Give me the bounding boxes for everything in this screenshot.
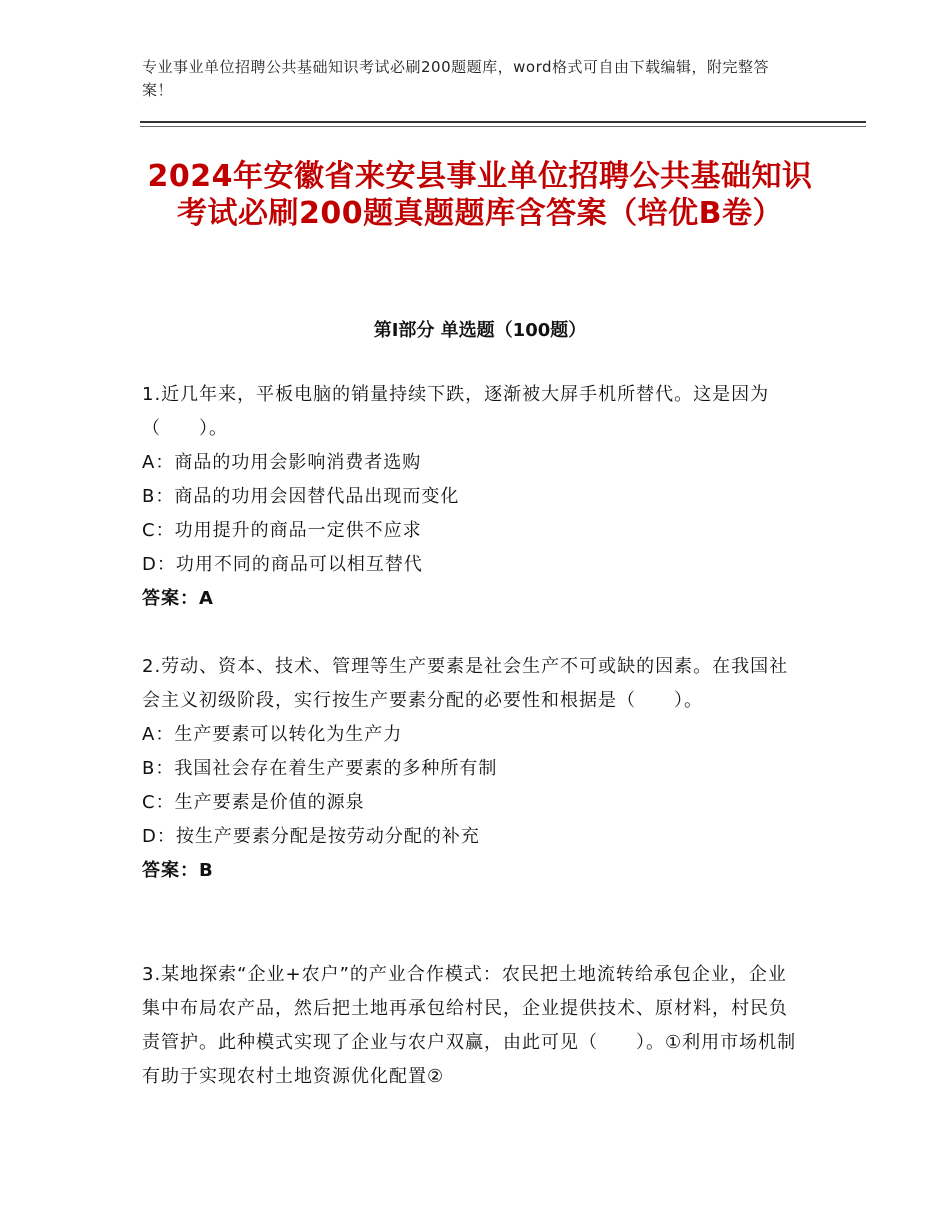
- option-b: B：我国社会存在着生产要素的多种所有制: [142, 758, 498, 779]
- header-note: 专业事业单位招聘公共基础知识考试必刷200题题库，word格式可自由下载编辑，附完整答案！: [142, 58, 770, 99]
- header-divider-thin: [140, 126, 866, 127]
- question-1: [142, 378, 802, 616]
- option-c: C：生产要素是价值的源泉: [142, 792, 365, 813]
- option-c: C：功用提升的商品一定供不应求: [142, 520, 422, 541]
- section-heading: 第I部分 单选题（100题）: [373, 320, 587, 341]
- option-d: D：按生产要素分配是按劳动分配的补充: [142, 826, 480, 847]
- header-divider: [140, 121, 866, 123]
- option-a: A：商品的功用会影响消费者选购: [142, 452, 422, 473]
- question-2: [142, 650, 802, 888]
- option-d: D：功用不同的商品可以相互替代: [142, 554, 423, 575]
- document-title: 2024年安徽省来安县事业单位招聘公共基础知识考试必刷200题真题题库含答案（培优B卷）: [147, 159, 813, 231]
- option-b: B：商品的功用会因替代品出现而变化: [142, 486, 460, 507]
- question-stem: 2.劳动、资本、技术、管理等生产要素是社会生产不可或缺的因素。在我国社会主义初级阶段，实行按生产要素分配的必要性和根据是（ ）。: [142, 656, 789, 711]
- question-3: [142, 958, 802, 1094]
- question-stem: 1.近几年来，平板电脑的销量持续下跌，逐渐被大屏手机所替代。这是因为（ ）。: [142, 384, 770, 439]
- question-stem: 3.某地探索“企业+农户”的产业合作模式：农民把土地流转给承包企业，企业集中布局农产品，然后把土地再承包给村民，企业提供技术、原材料，村民负责管护。此种模式实现了企业与农户双赢，由此可见（ ）。①利用市场机制有助于实现农村土地资源优化配置②: [142, 964, 797, 1087]
- answer: 答案：A: [142, 588, 214, 609]
- answer: 答案：B: [142, 860, 214, 881]
- option-a: A：生产要素可以转化为生产力: [142, 724, 403, 745]
